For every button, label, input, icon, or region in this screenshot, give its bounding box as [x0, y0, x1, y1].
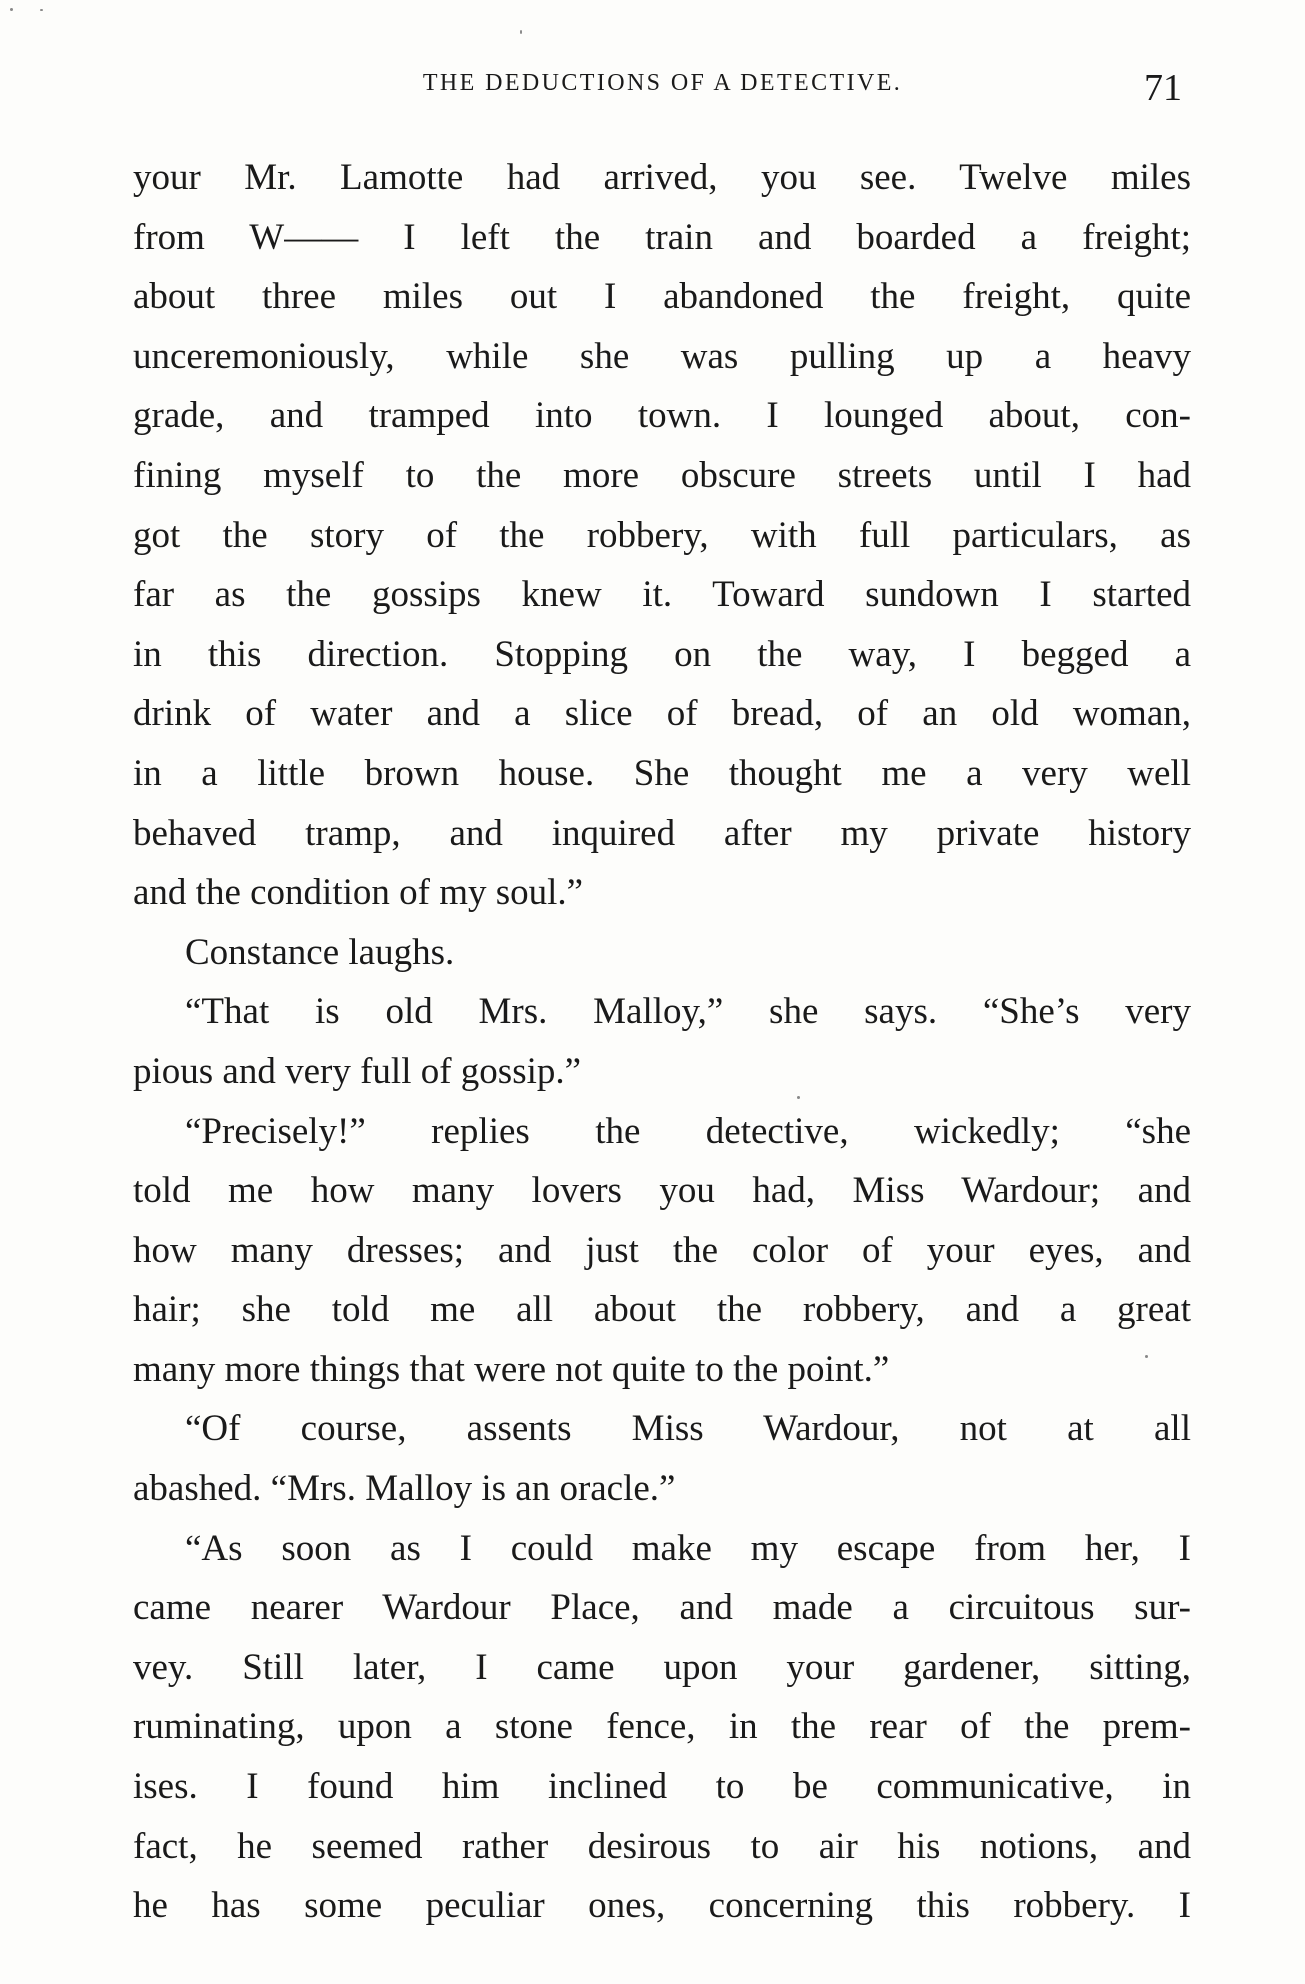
text-line: pious and very full of gossip.”: [133, 1050, 582, 1092]
running-head: [133, 66, 1192, 114]
page-number: 71: [1144, 67, 1182, 109]
text-line: ruminating, upon a stone fence, in the rear of the prem-: [133, 1706, 1191, 1748]
text-line: your Mr. Lamotte had arrived, you see. Twelve miles: [133, 157, 1191, 198]
text-line: unceremoniously, while she was pulling up a heavy: [133, 335, 1191, 377]
text-line: “Of course, assents Miss Wardour, not at all: [185, 1408, 1191, 1450]
text-line: vey. Still later, I came upon your gardener, sitting,: [133, 1646, 1191, 1688]
text-line: “That is old Mrs. Malloy,” she says. “She’s very: [185, 991, 1191, 1033]
text-line: from W—— I left the train and boarded a freight;: [133, 216, 1191, 258]
text-line: and the condition of my soul.”: [133, 872, 584, 914]
text-line: in a little brown house. She thought me a very well: [133, 752, 1191, 794]
text-line: drink of water and a slice of bread, of an old woman,: [133, 693, 1191, 735]
running-title: THE DEDUCTIONS OF A DETECTIVE.: [422, 70, 903, 96]
text-line: how many dresses; and just the color of your eyes, and: [133, 1229, 1191, 1271]
speck: [10, 8, 13, 11]
text-line: “Precisely!” replies the detective, wickedly; “she: [185, 1110, 1191, 1152]
text-line: about three miles out I abandoned the freight, quite: [133, 276, 1191, 318]
text-line: got the story of the robbery, with full particulars, as: [133, 514, 1191, 556]
speck: [520, 30, 522, 34]
text-line: fining myself to the more obscure streets until I had: [133, 454, 1191, 496]
text-line: “As soon as I could make my escape from her, I: [185, 1527, 1191, 1569]
text-line: came nearer Wardour Place, and made a circuitous sur-: [133, 1587, 1191, 1629]
speck: [40, 9, 43, 11]
text-line: in this direction. Stopping on the way, I begged a: [133, 633, 1191, 675]
text-line: abashed. “Mrs. Malloy is an oracle.”: [133, 1468, 676, 1510]
text-line: he has some peculiar ones, concerning this robbery. I: [133, 1885, 1191, 1927]
text-line: behaved tramp, and inquired after my private history: [133, 812, 1191, 854]
text-line: far as the gossips knew it. Toward sundown I started: [133, 574, 1191, 616]
body-text: [133, 148, 1191, 1936]
text-line: hair; she told me all about the robbery, and a great: [133, 1289, 1191, 1331]
text-line: Constance laughs.: [185, 931, 455, 973]
text-line: many more things that were not quite to the point.”: [133, 1348, 890, 1390]
text-line: told me how many lovers you had, Miss Wardour; and: [133, 1170, 1191, 1212]
text-line: grade, and tramped into town. I lounged about, con-: [133, 395, 1191, 437]
text-line: fact, he seemed rather desirous to air his notions, and: [133, 1825, 1191, 1867]
text-line: ises. I found him inclined to be communicative, in: [133, 1766, 1191, 1808]
